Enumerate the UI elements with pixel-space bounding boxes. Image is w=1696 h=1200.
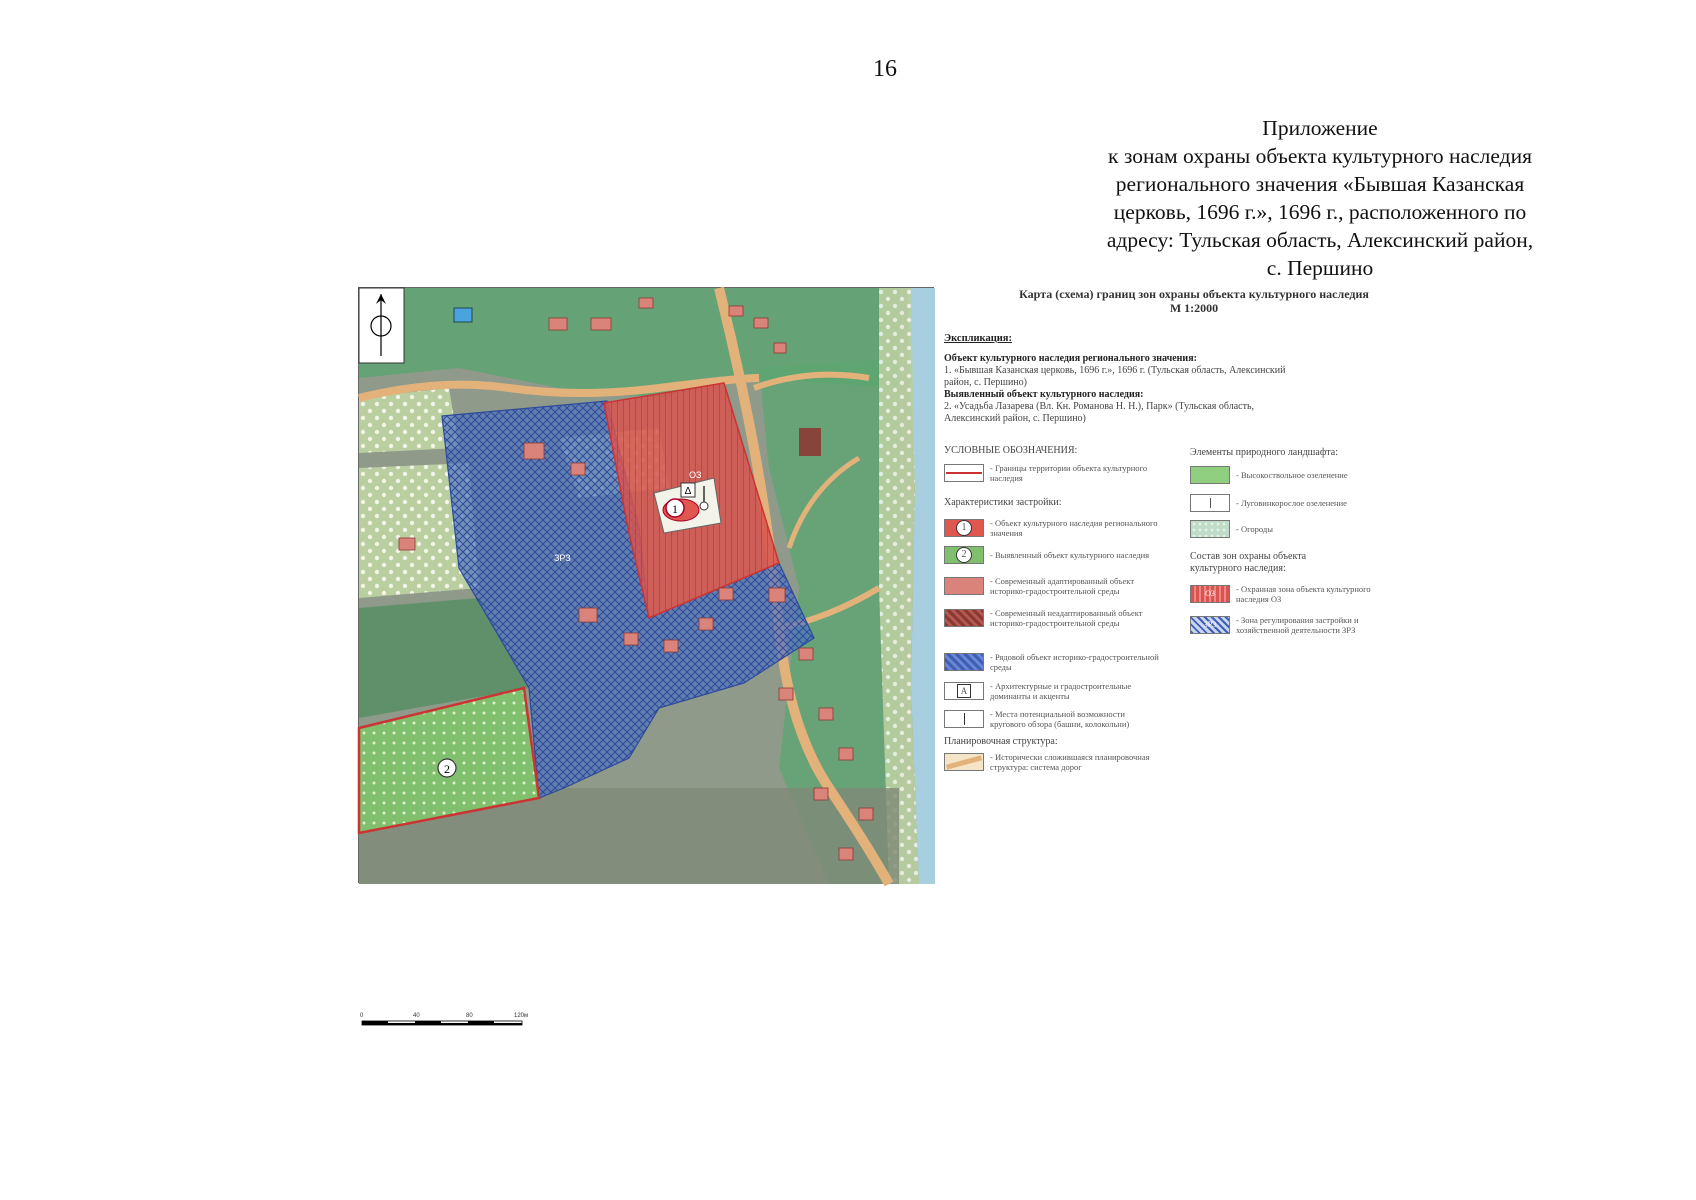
dominant-glyph: Δ	[684, 486, 692, 497]
map-title	[944, 287, 1444, 315]
scale-tick-label: 40	[413, 1013, 420, 1019]
legend-label: - Места потенциальной возможности кругового обзора (башни, колокольни)	[990, 709, 1130, 729]
legend-label: - Современный адаптированный объект историко-градостроительной среды	[990, 576, 1135, 596]
scale-bar	[360, 1010, 529, 1036]
object-title: Объект культурного наследия регионального значения:	[944, 353, 1197, 364]
legend-item	[1190, 520, 1386, 538]
legend-item	[1190, 615, 1386, 635]
legend-item	[1190, 494, 1386, 512]
adapted-swatch	[944, 577, 984, 595]
appendix-line: регионального значения «Бывшая Казанская	[1115, 172, 1525, 196]
object-2-glyph: 2	[956, 547, 972, 563]
dominant-swatch	[944, 682, 984, 700]
legend-item	[944, 546, 1160, 564]
roads-swatch	[944, 753, 984, 771]
gardens-swatch	[1190, 520, 1230, 538]
legend-label: - Современный неадаптированный объект историко-градостроительной среды	[990, 608, 1143, 628]
legend-label: - Охранная зона объекта культурного наследия ОЗ	[1236, 584, 1371, 604]
legend-label: - Выявленный объект культурного наследия	[990, 550, 1150, 560]
scale-segment	[415, 1021, 441, 1023]
nonadapted-swatch	[944, 609, 984, 627]
appendix-line: к зонам охраны объекта культурного наследия	[1108, 144, 1532, 168]
tower-glyph	[964, 713, 965, 725]
legend-label: - Зона регулирования застройки и хозяйственной деятельности ЗРЗ	[1236, 615, 1359, 635]
legend-label: - Архитектурные и градостроительные доминанты и акценты	[990, 681, 1132, 701]
appendix-line: адресу: Тульская область, Алексинский район,	[1106, 228, 1534, 252]
map-canvas	[359, 288, 935, 884]
nonadapted-building	[799, 428, 821, 456]
legend-label: - Луговинкорослое озеленение	[1236, 498, 1347, 508]
scale-bar-baseline	[362, 1023, 522, 1025]
legend-item	[944, 752, 1160, 772]
zrz-swatch: ЗРЗ	[1190, 616, 1230, 634]
legend-item	[944, 518, 1160, 538]
legend-label: - Границы территории объекта культурного наследия	[990, 463, 1148, 483]
object-text: район, с. Першино)	[944, 377, 1027, 388]
oz-swatch: ОЗ	[1190, 585, 1230, 603]
map-title-text: Карта (схема) границ зон охраны объекта культурного наследия	[1019, 287, 1369, 301]
scale-segment	[468, 1021, 494, 1023]
blue-building	[454, 308, 472, 322]
legend-label: - Высокоствольное озеленение	[1236, 470, 1348, 480]
object-1-glyph: 1	[956, 520, 972, 536]
object-2-swatch	[944, 546, 984, 564]
scale-tick-label: 120м	[514, 1013, 529, 1019]
tower-swatch	[944, 710, 984, 728]
map-scale: М 1:2000	[1169, 301, 1219, 315]
legend-head: УСЛОВНЫЕ ОБОЗНАЧЕНИЯ:	[944, 445, 1078, 456]
nature-head: Элементы природного ландшафта:	[1190, 447, 1339, 458]
tower-marker-base	[700, 502, 708, 510]
meadow-swatch	[1190, 494, 1230, 512]
scale-bar-canvas	[360, 1010, 529, 1036]
legend-label: - Рядовой объект историко-градостроительной среды	[990, 652, 1159, 672]
identified-text: Алексинский район, с. Першино)	[944, 413, 1086, 424]
explication	[944, 333, 1414, 425]
boundary-swatch	[944, 464, 984, 482]
appendix-line: Приложение	[1262, 116, 1378, 140]
object-1-label: 1	[672, 502, 678, 516]
legend-item	[944, 608, 1160, 628]
planning-head: Планировочная структура:	[944, 736, 1058, 747]
scale-tick-label: 0	[360, 1013, 364, 1019]
page-number: 16	[873, 56, 897, 82]
legend-item	[944, 709, 1160, 729]
dominant-glyph: А	[957, 684, 971, 698]
zones-head-line: культурного наследия:	[1190, 563, 1286, 574]
legend-boundary	[944, 463, 1160, 483]
object-2-label: 2	[444, 762, 450, 776]
legend-item	[944, 681, 1160, 701]
explication-head: Экспликация:	[944, 333, 1012, 344]
ordinary-swatch	[944, 653, 984, 671]
legend-label: - Огороды	[1236, 524, 1273, 534]
scale-tick-label: 80	[466, 1013, 473, 1019]
appendix-heading	[1050, 114, 1590, 282]
identified-title: Выявленный объект культурного наследия:	[944, 389, 1144, 400]
oz-label: ОЗ	[689, 470, 702, 480]
legend-item	[944, 652, 1160, 672]
meadow-glyph	[1210, 498, 1211, 508]
legend-label: - Исторически сложившаяся планировочная структура: система дорог	[990, 752, 1150, 772]
legend-item	[1190, 584, 1386, 604]
legend-label: - Объект культурного наследия регионального значения	[990, 518, 1158, 538]
identified-text: 2. «Усадьба Лазарева (Вл. Кн. Романова Н. Н.), Парк» (Тульская область,	[944, 401, 1255, 412]
appendix-line: церковь, 1696 г.», 1696 г., расположенного по	[1113, 200, 1527, 224]
legend-item	[944, 576, 1160, 596]
legend-item	[1190, 466, 1386, 484]
zones-head	[1190, 551, 1306, 575]
appendix-line: с. Першино	[1266, 256, 1374, 280]
scale-segment	[362, 1021, 388, 1023]
building-head: Характеристики застройки:	[944, 497, 1062, 508]
object-text: 1. «Бывшая Казанская церковь, 1696 г.», 1696 г. (Тульская область, Алексинский	[944, 365, 1286, 376]
tall-trees-swatch	[1190, 466, 1230, 484]
object-1-swatch	[944, 519, 984, 537]
site-map[interactable]	[358, 287, 934, 883]
zones-head-line: Состав зон охраны объекта	[1190, 551, 1307, 562]
zrz-label: ЗРЗ	[554, 553, 571, 563]
